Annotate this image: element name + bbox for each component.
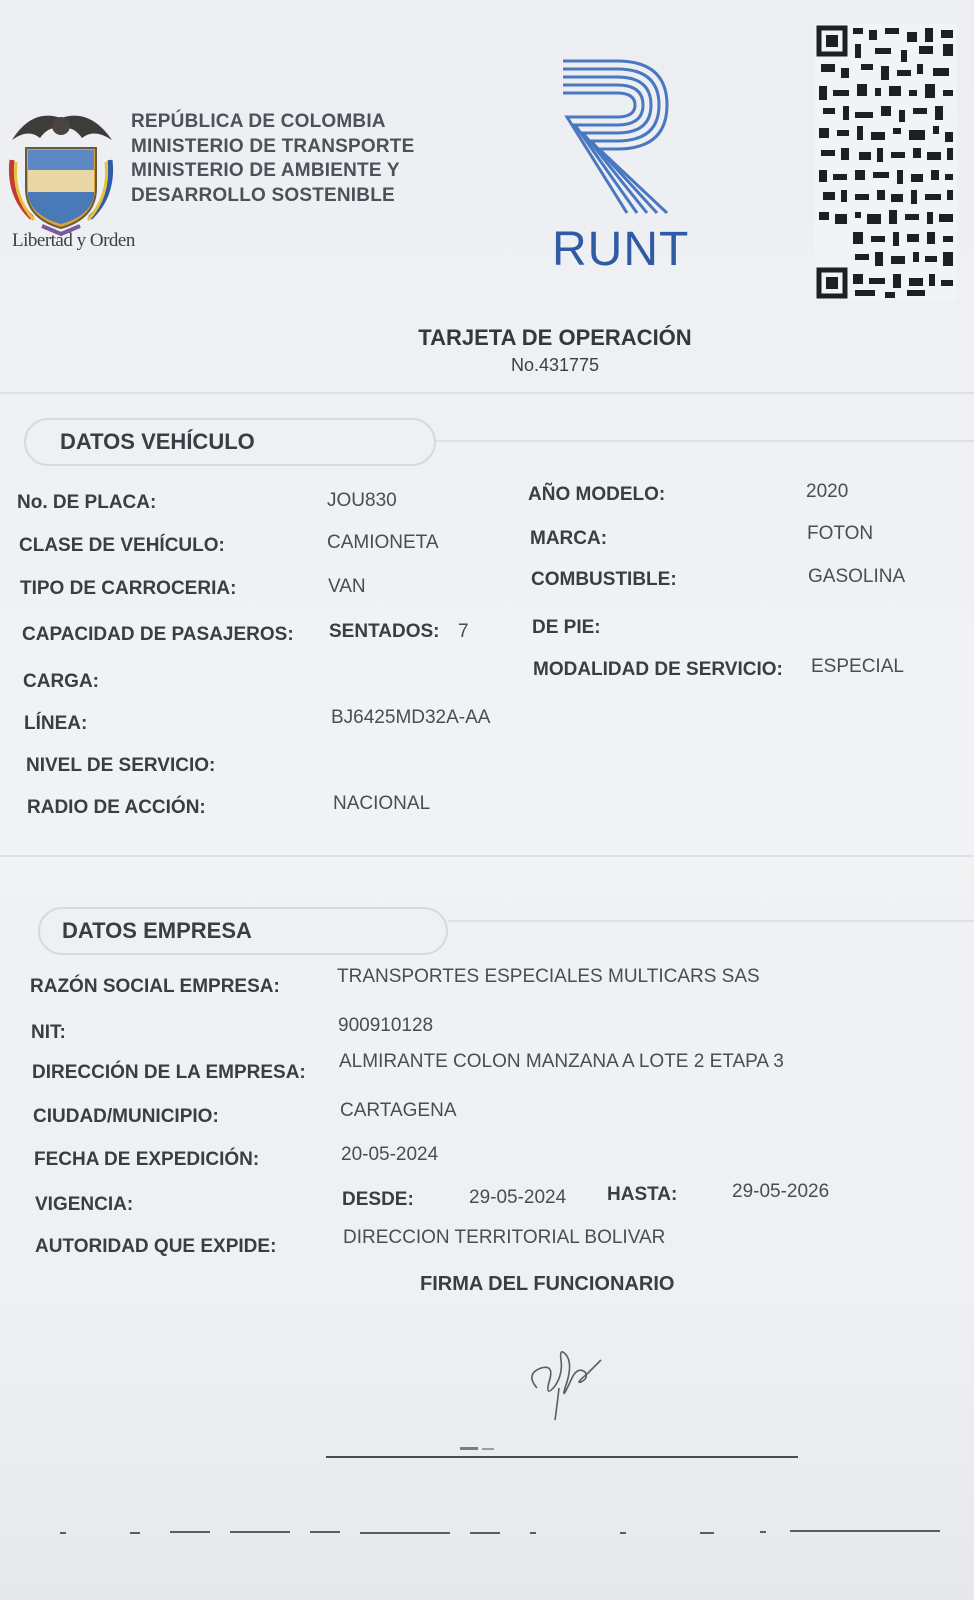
placa-label: No. DE PLACA: (17, 492, 157, 513)
fecha-expedicion-value: 20-05-2024 (341, 1144, 439, 1165)
combustible-value: GASOLINA (808, 566, 906, 587)
nit-label: NIT: (31, 1022, 66, 1043)
ministry-line: REPÚBLICA DE COLOMBIA (131, 111, 386, 132)
divider (436, 440, 974, 442)
direccion-value: ALMIRANTE COLON MANZANA A LOTE 2 ETAPA 3 (339, 1051, 784, 1072)
ministry-line: MINISTERIO DE AMBIENTE Y (131, 160, 400, 181)
combustible-label: COMBUSTIBLE: (531, 569, 677, 590)
razon-social-label: RAZÓN SOCIAL EMPRESA: (30, 976, 280, 997)
section-header-vehiculo (24, 418, 436, 466)
de-pie-label: DE PIE: (532, 617, 601, 638)
clase-label: CLASE DE VEHÍCULO: (19, 535, 225, 556)
modalidad-label: MODALIDAD DE SERVICIO: (533, 659, 783, 680)
signature-mark (515, 1330, 615, 1425)
section-title: DATOS VEHÍCULO (60, 429, 255, 454)
anio-modelo-value: 2020 (806, 481, 849, 502)
modalidad-value: ESPECIAL (811, 656, 904, 677)
capacidad-label: CAPACIDAD DE PASAJEROS: (22, 624, 294, 645)
divider (448, 920, 974, 922)
nivel-servicio-label: NIVEL DE SERVICIO: (26, 755, 216, 776)
sentados-value: 7 (458, 621, 469, 642)
autoridad-label: AUTORIDAD QUE EXPIDE: (35, 1236, 277, 1257)
carroceria-value: VAN (328, 576, 366, 597)
section-title: DATOS EMPRESA (62, 918, 252, 943)
direccion-label: DIRECCIÓN DE LA EMPRESA: (32, 1062, 306, 1083)
fecha-expedicion-label: FECHA DE EXPEDICIÓN: (34, 1149, 260, 1170)
ciudad-label: CIUDAD/MUNICIPIO: (33, 1106, 219, 1127)
motto: Libertad y Orden (12, 230, 135, 251)
signature-line (326, 1456, 798, 1458)
radio-accion-label: RADIO DE ACCIÓN: (27, 797, 206, 818)
divider (0, 392, 974, 394)
linea-label: LÍNEA: (24, 713, 88, 734)
anio-modelo-label: AÑO MODELO: (528, 484, 666, 505)
ministry-line: DESARROLLO SOSTENIBLE (131, 184, 395, 206)
ciudad-value: CARTAGENA (340, 1100, 457, 1121)
placa-value: JOU830 (327, 490, 397, 511)
desde-value: 29-05-2024 (469, 1187, 567, 1208)
hasta-label: HASTA: (607, 1184, 678, 1205)
autoridad-value: DIRECCION TERRITORIAL BOLIVAR (343, 1227, 666, 1248)
firma-label: FIRMA DEL FUNCIONARIO (420, 1273, 675, 1295)
hasta-value: 29-05-2026 (732, 1181, 830, 1202)
qr-code (815, 24, 957, 300)
vigencia-label: VIGENCIA: (35, 1194, 134, 1215)
ministry-heading (131, 110, 414, 208)
marca-value: FOTON (807, 523, 874, 544)
document-title: TARJETA DE OPERACIÓN (418, 325, 692, 350)
document-number: No.431775 (510, 355, 600, 375)
ministry-line: MINISTERIO DE TRANSPORTE (131, 135, 415, 157)
runt-brand: RUNT (552, 223, 690, 276)
runt-logo-icon (555, 55, 680, 220)
coat-of-arms-icon (2, 100, 120, 250)
bottom-edge-marks (60, 1526, 950, 1538)
carroceria-label: TIPO DE CARROCERIA: (20, 578, 237, 599)
small-stamp-mark (460, 1446, 500, 1452)
divider (0, 855, 974, 857)
section-header-empresa (38, 907, 448, 955)
sentados-label: SENTADOS: (329, 621, 440, 642)
marca-label: MARCA: (530, 528, 608, 549)
radio-accion-value: NACIONAL (333, 793, 431, 814)
razon-social-value: TRANSPORTES ESPECIALES MULTICARS SAS (337, 966, 760, 987)
desde-label: DESDE: (342, 1189, 414, 1210)
clase-value: CAMIONETA (327, 532, 439, 553)
linea-value: BJ6425MD32A-AA (331, 707, 491, 728)
carga-label: CARGA: (23, 671, 99, 692)
nit-value: 900910128 (338, 1015, 434, 1036)
